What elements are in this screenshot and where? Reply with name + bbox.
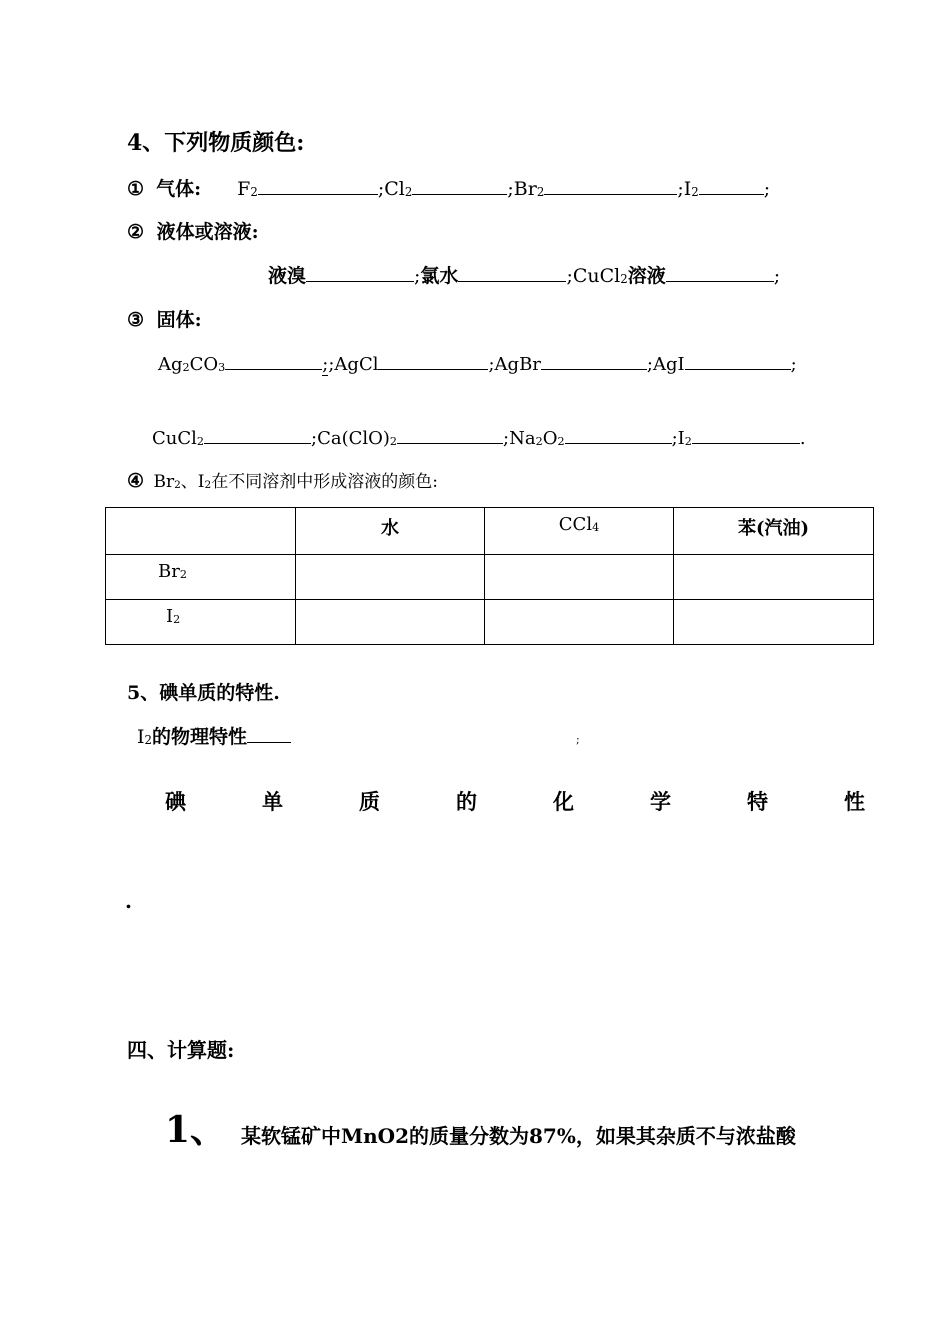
section-4-title: 四、计算题: bbox=[127, 1038, 235, 1062]
chemical-end-dot: . bbox=[125, 889, 132, 913]
i2-solid: $;I_2$ bbox=[671, 428, 692, 449]
header-water: 水 bbox=[296, 508, 485, 555]
row-header-br2: $Br_2$ bbox=[106, 555, 296, 600]
na2o2: $;Na_2O_2$ bbox=[503, 428, 565, 449]
calc-question-text: 某软锰矿中MnO2的质量分数为87%，如果其杂质不与浓盐酸 bbox=[241, 1124, 796, 1148]
solvent-color-table bbox=[105, 507, 874, 645]
blank-cucl2[interactable] bbox=[204, 425, 311, 444]
phys-i2: $I_2$ bbox=[137, 726, 153, 748]
cell-i2-benzene[interactable] bbox=[674, 600, 874, 645]
chem-char: 单 bbox=[262, 789, 283, 814]
blank-chlorine-water[interactable] bbox=[458, 263, 566, 282]
blank-agi[interactable] bbox=[685, 351, 791, 370]
cell-br2-ccl4[interactable] bbox=[485, 555, 674, 600]
gas-f2: $F_2$ bbox=[237, 178, 258, 200]
cell-i2-ccl4[interactable] bbox=[485, 600, 674, 645]
cell-br2-benzene[interactable] bbox=[674, 555, 874, 600]
header-benzene: 苯(汽油) bbox=[674, 508, 874, 555]
gas-br2: $Br_2$ bbox=[513, 178, 545, 200]
blank-liquid-bromine[interactable] bbox=[306, 263, 414, 282]
question-4-title: 4、下列物质颜色: bbox=[127, 130, 305, 156]
caclo2: $;Ca(ClO)_2$ bbox=[311, 428, 398, 449]
gas-i2: $I_2$ bbox=[683, 178, 699, 200]
solvent-br2: $Br_2$ bbox=[153, 472, 181, 492]
blank-f2[interactable] bbox=[258, 176, 378, 195]
agbr: ;AgBr bbox=[488, 354, 541, 375]
chem-char: 性 bbox=[844, 789, 865, 814]
chem-char: 的 bbox=[456, 789, 477, 814]
cucl2-solution: CuCl$_2$溶液 bbox=[572, 265, 666, 287]
chlorine-water: 氯水 bbox=[420, 265, 459, 287]
liquid-header bbox=[127, 217, 259, 244]
blank-na2o2[interactable] bbox=[565, 425, 672, 444]
calc-question-number: 1、 bbox=[165, 1109, 227, 1151]
solid-row-2: CuCl$_2$ $;Ca(ClO)_2$ $;Na_2O_2$ $;I_2$ . bbox=[152, 425, 806, 449]
chem-char: 质 bbox=[359, 789, 380, 814]
table-row bbox=[106, 555, 874, 600]
circled-number-1: ① bbox=[127, 178, 145, 200]
blank-cl2[interactable] bbox=[412, 176, 507, 195]
gas-label: 气体: bbox=[156, 178, 202, 200]
gas-cl2: $Cl_2$ bbox=[384, 178, 413, 200]
iodine-chemical-line bbox=[165, 786, 865, 816]
agcl: ;AgCl bbox=[328, 354, 379, 375]
table-header-row bbox=[106, 508, 874, 555]
blank-caclo2[interactable] bbox=[397, 425, 503, 444]
blank-agbr[interactable] bbox=[541, 351, 647, 370]
phys-label: 的物理特性 bbox=[152, 726, 248, 748]
liquid-bromine: 液溴 bbox=[268, 265, 307, 287]
solvent-i2: $I_2$ bbox=[197, 472, 212, 492]
cell-i2-water[interactable] bbox=[296, 600, 485, 645]
chem-char: 特 bbox=[747, 789, 768, 814]
table-corner-cell bbox=[106, 508, 296, 555]
physical-end-mark: ; bbox=[576, 733, 580, 746]
solvent-text: 在不同溶剂中形成溶液的颜色: bbox=[211, 472, 438, 492]
circled-number-3: ③ bbox=[127, 309, 145, 331]
table-row bbox=[106, 600, 874, 645]
blank-physical[interactable] bbox=[247, 724, 291, 743]
solvent-line: ④ $Br_2$、$I_2$在不同溶剂中形成溶液的颜色: bbox=[127, 470, 438, 492]
cell-br2-water[interactable] bbox=[296, 555, 485, 600]
solid-label: 固体: bbox=[156, 309, 202, 331]
gas-line: ① 气体: $F_2$ $;Cl_2$ $;Br_2$ $;I_2$ ; bbox=[127, 178, 771, 200]
blank-ag2co3[interactable] bbox=[225, 351, 322, 370]
chem-char: 碘 bbox=[165, 789, 186, 814]
chem-char: 化 bbox=[553, 789, 574, 814]
solid-header bbox=[127, 305, 202, 332]
row-header-i2: $I_2$ bbox=[106, 600, 296, 645]
blank-agcl[interactable] bbox=[378, 351, 488, 370]
blank-i2[interactable] bbox=[699, 176, 764, 195]
solid-row-1: $Ag_2CO_3$ ;;AgCl ;AgBr ;AgI ; bbox=[158, 351, 797, 375]
blank-i2-solid[interactable] bbox=[692, 425, 800, 444]
circled-number-2: ② bbox=[127, 221, 145, 243]
cucl2: CuCl$_2$ bbox=[152, 428, 205, 449]
blank-br2[interactable] bbox=[544, 176, 677, 195]
agi: ;AgI bbox=[646, 354, 685, 375]
chem-char: 学 bbox=[650, 789, 671, 814]
iodine-physical-line bbox=[137, 722, 291, 749]
blank-cucl2-solution[interactable] bbox=[666, 263, 774, 282]
circled-number-4: ④ bbox=[127, 470, 145, 492]
liquid-items-line: 液溴 ;氯水 ;CuCl$_2$溶液 ; bbox=[268, 265, 781, 287]
question-5-title: 5、碘单质的特性. bbox=[127, 682, 280, 704]
ag2co3: $Ag_2CO_3$ bbox=[158, 354, 226, 375]
header-ccl4: CCl$_4$ bbox=[485, 508, 674, 555]
liquid-label: 液体或溶液: bbox=[156, 221, 259, 243]
